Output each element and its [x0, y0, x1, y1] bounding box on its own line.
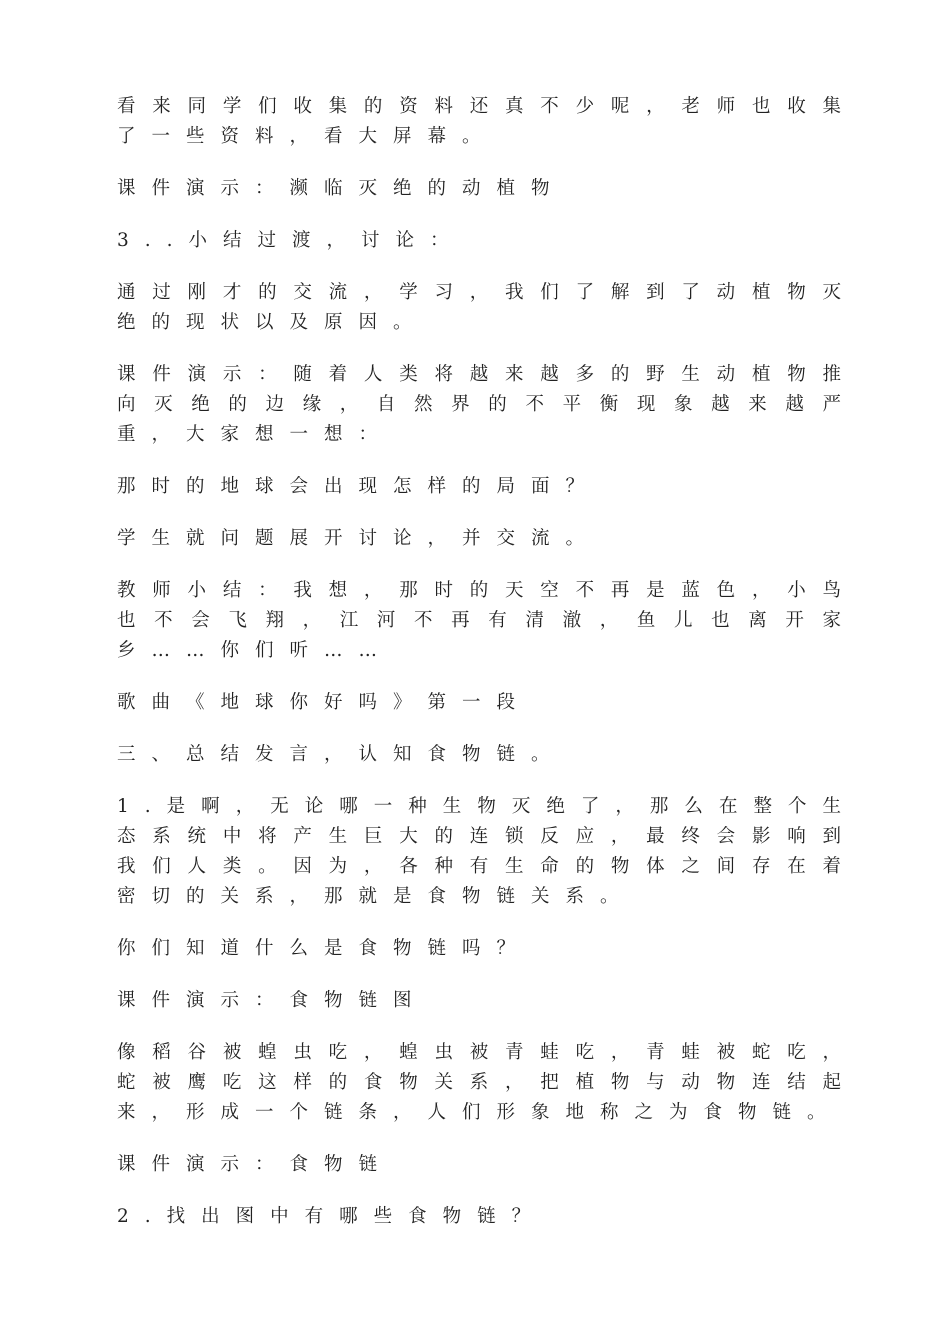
paragraph: 课件演示：食物链图 [117, 990, 428, 1011]
paragraph: 课件演示：随着人类将越来越多的野生动植物推向灭绝的边缘，自然界的不平衡现象越来越严重，大家想一想： [117, 364, 857, 445]
paragraph: 1.是啊，无论哪一种生物灭绝了，那么在整个生态系统中将产生巨大的连锁反应，最终会影响到我们人类。因为，各种有生命的物体之间存在着密切的关系，那就是食物链关系。 [117, 796, 857, 907]
section-heading: 三、总结发言，认知食物链。 [117, 744, 566, 765]
paragraph: 3..小结过渡，讨论： [117, 230, 465, 251]
paragraph: 看来同学们收集的资料还真不少呢，老师也收集了一些资料，看大屏幕。 [117, 96, 857, 147]
paragraph: 课件演示：濒临灭绝的动植物 [117, 178, 566, 199]
paragraph: 教师小结：我想，那时的天空不再是蓝色，小鸟也不会飞翔，江河不再有清澈，鱼儿也离开家乡……你们听…… [117, 580, 857, 661]
paragraph: 学生就问题展开讨论，并交流。 [117, 528, 601, 549]
paragraph: 你们知道什么是食物链吗？ [117, 938, 532, 959]
paragraph: 2.找出图中有哪些食物链？ [117, 1206, 547, 1227]
document-body [117, 92, 857, 1254]
paragraph: 歌曲《地球你好吗》第一段 [117, 692, 532, 713]
paragraph: 那时的地球会出现怎样的局面？ [117, 476, 601, 497]
paragraph: 课件演示：食物链 [117, 1154, 394, 1175]
paragraph: 像稻谷被蝗虫吃，蝗虫被青蛙吃，青蛙被蛇吃，蛇被鹰吃这样的食物关系，把植物与动物连结起来，形成一个链条，人们形象地称之为食物链。 [117, 1042, 857, 1123]
paragraph: 通过刚才的交流，学习，我们了解到了动植物灭绝的现状以及原因。 [117, 282, 857, 333]
